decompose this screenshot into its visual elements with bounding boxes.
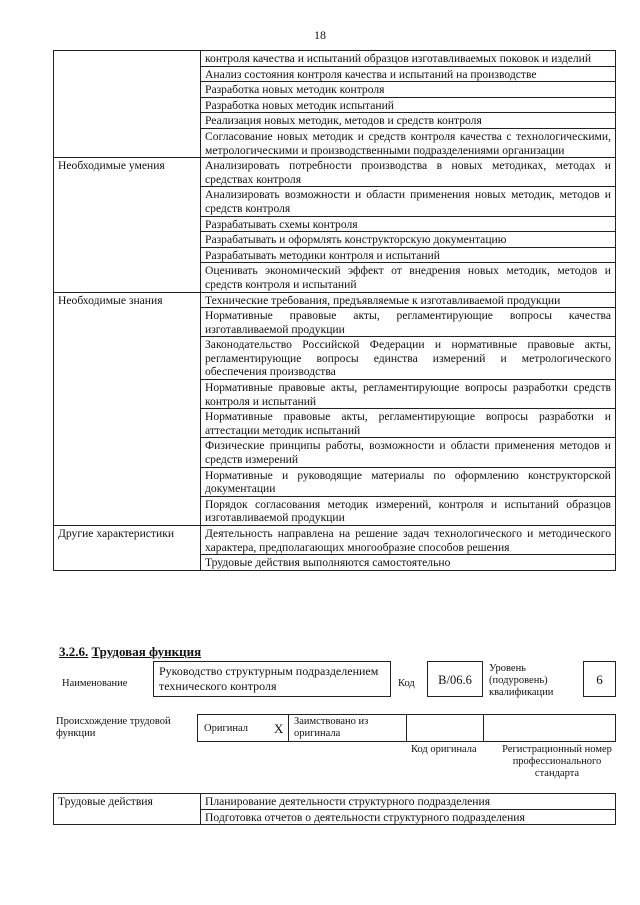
level-value: 6: [596, 672, 603, 687]
row-category-label: Необходимые знания: [54, 292, 201, 526]
original-check-mark: X: [274, 721, 284, 736]
table-cell: Разработка новых методик испытаний: [201, 97, 616, 113]
action-item: Планирование деятельности структурного подразделения: [201, 794, 616, 810]
level-label: Уровень (подуровень) квалификации: [489, 663, 554, 698]
function-name-value: Руководство структурным подразделением технического контроля: [159, 664, 379, 693]
table-cell: Нормативные правовые акты, регламентирующие вопросы разработки и аттестации методик испытаний: [201, 409, 616, 438]
origin-divider: [288, 715, 289, 741]
code-label: Код: [398, 678, 415, 689]
row-category-label: Необходимые умения: [54, 158, 201, 292]
table-cell: Разрабатывать схемы контроля: [201, 216, 616, 232]
table-cell: Разрабатывать методики контроля и испытаний: [201, 247, 616, 263]
name-label: Наименование: [62, 678, 128, 689]
labor-actions-table: [53, 793, 616, 825]
origin-label: Происхождение трудовой функции: [56, 716, 171, 739]
level-box: [583, 661, 616, 697]
table-cell: контроля качества и испытаний образцов изготавливаемых поковок и изделий: [201, 51, 616, 67]
code-box: [427, 661, 483, 697]
table-row: [54, 526, 616, 555]
competency-table: [53, 50, 616, 571]
section-heading: [59, 644, 201, 660]
table-cell: Порядок согласования методик измерений, контроля и испытаний образцов изготавливаемой продукции: [201, 496, 616, 525]
actions-row: [54, 794, 616, 810]
action-item: Подготовка отчетов о деятельности структурного подразделения: [201, 809, 616, 825]
table-row: [54, 51, 616, 67]
table-cell: Нормативные правовые акты, регламентирующие вопросы разработки средств контроля и испытаний: [201, 380, 616, 409]
table-row: [54, 292, 616, 308]
table-cell: Согласование новых методик и средств контроля качества с технологическими, метрологическими и производственными подразделениями организации: [201, 128, 616, 157]
table-cell: Нормативные правовые акты, регламентирующие вопросы качества изготавливаемой продукции: [201, 308, 616, 337]
table-row: [54, 158, 616, 187]
table-cell: Разрабатывать и оформлять конструкторскую документацию: [201, 232, 616, 248]
origin-divider: [406, 715, 407, 741]
code-value: B/06.6: [438, 673, 472, 687]
section-title: Трудовая функция: [91, 644, 202, 659]
registration-number-caption: Регистрационный номер профессионального стандарта: [502, 744, 612, 779]
row-category-label: [54, 51, 201, 158]
table-cell: Анализ состояния контроля качества и испытаний на производстве: [201, 66, 616, 82]
table-cell: Разработка новых методик контроля: [201, 82, 616, 98]
table-cell: Анализировать потребности производства в новых методиках, методах и средствах контроля: [201, 158, 616, 187]
table-cell: Анализировать возможности и области применения новых методик, методов и средств контроля: [201, 187, 616, 216]
table-cell: Законодательство Российской Федерации и нормативные правовые акты, регламентирующие вопросы единства измерений и метрологического обеспечения производства: [201, 337, 616, 380]
origin-box: [197, 714, 616, 742]
table-cell: Технические требования, предъявляемые к изготавливаемой продукции: [201, 292, 616, 308]
original-label: Оригинал: [204, 723, 248, 734]
table-cell: Нормативные и руководящие материалы по оформлению конструкторской документации: [201, 467, 616, 496]
table-cell: Физические принципы работы, возможности и области применения методов и средств измерений: [201, 438, 616, 467]
origin-divider: [483, 715, 484, 741]
section-number: 3.2.6.: [59, 644, 89, 659]
borrowed-label: Заимствовано из оригинала: [294, 716, 369, 739]
actions-label: Трудовые действия: [54, 794, 201, 825]
original-code-caption: Код оригинала: [411, 744, 477, 755]
function-name-box: [153, 661, 391, 697]
table-cell: Реализация новых методик, методов и средств контроля: [201, 113, 616, 129]
row-category-label: Другие характеристики: [54, 526, 201, 571]
table-cell: Оценивать экономический эффект от внедрения новых методик, методов и средств контроля и испытаний: [201, 263, 616, 292]
table-cell: Трудовые действия выполняются самостоятельно: [201, 555, 616, 571]
page-number: 18: [314, 28, 326, 42]
table-cell: Деятельность направлена на решение задач технологического и методического характера, предполагающих многообразие способов решения: [201, 526, 616, 555]
